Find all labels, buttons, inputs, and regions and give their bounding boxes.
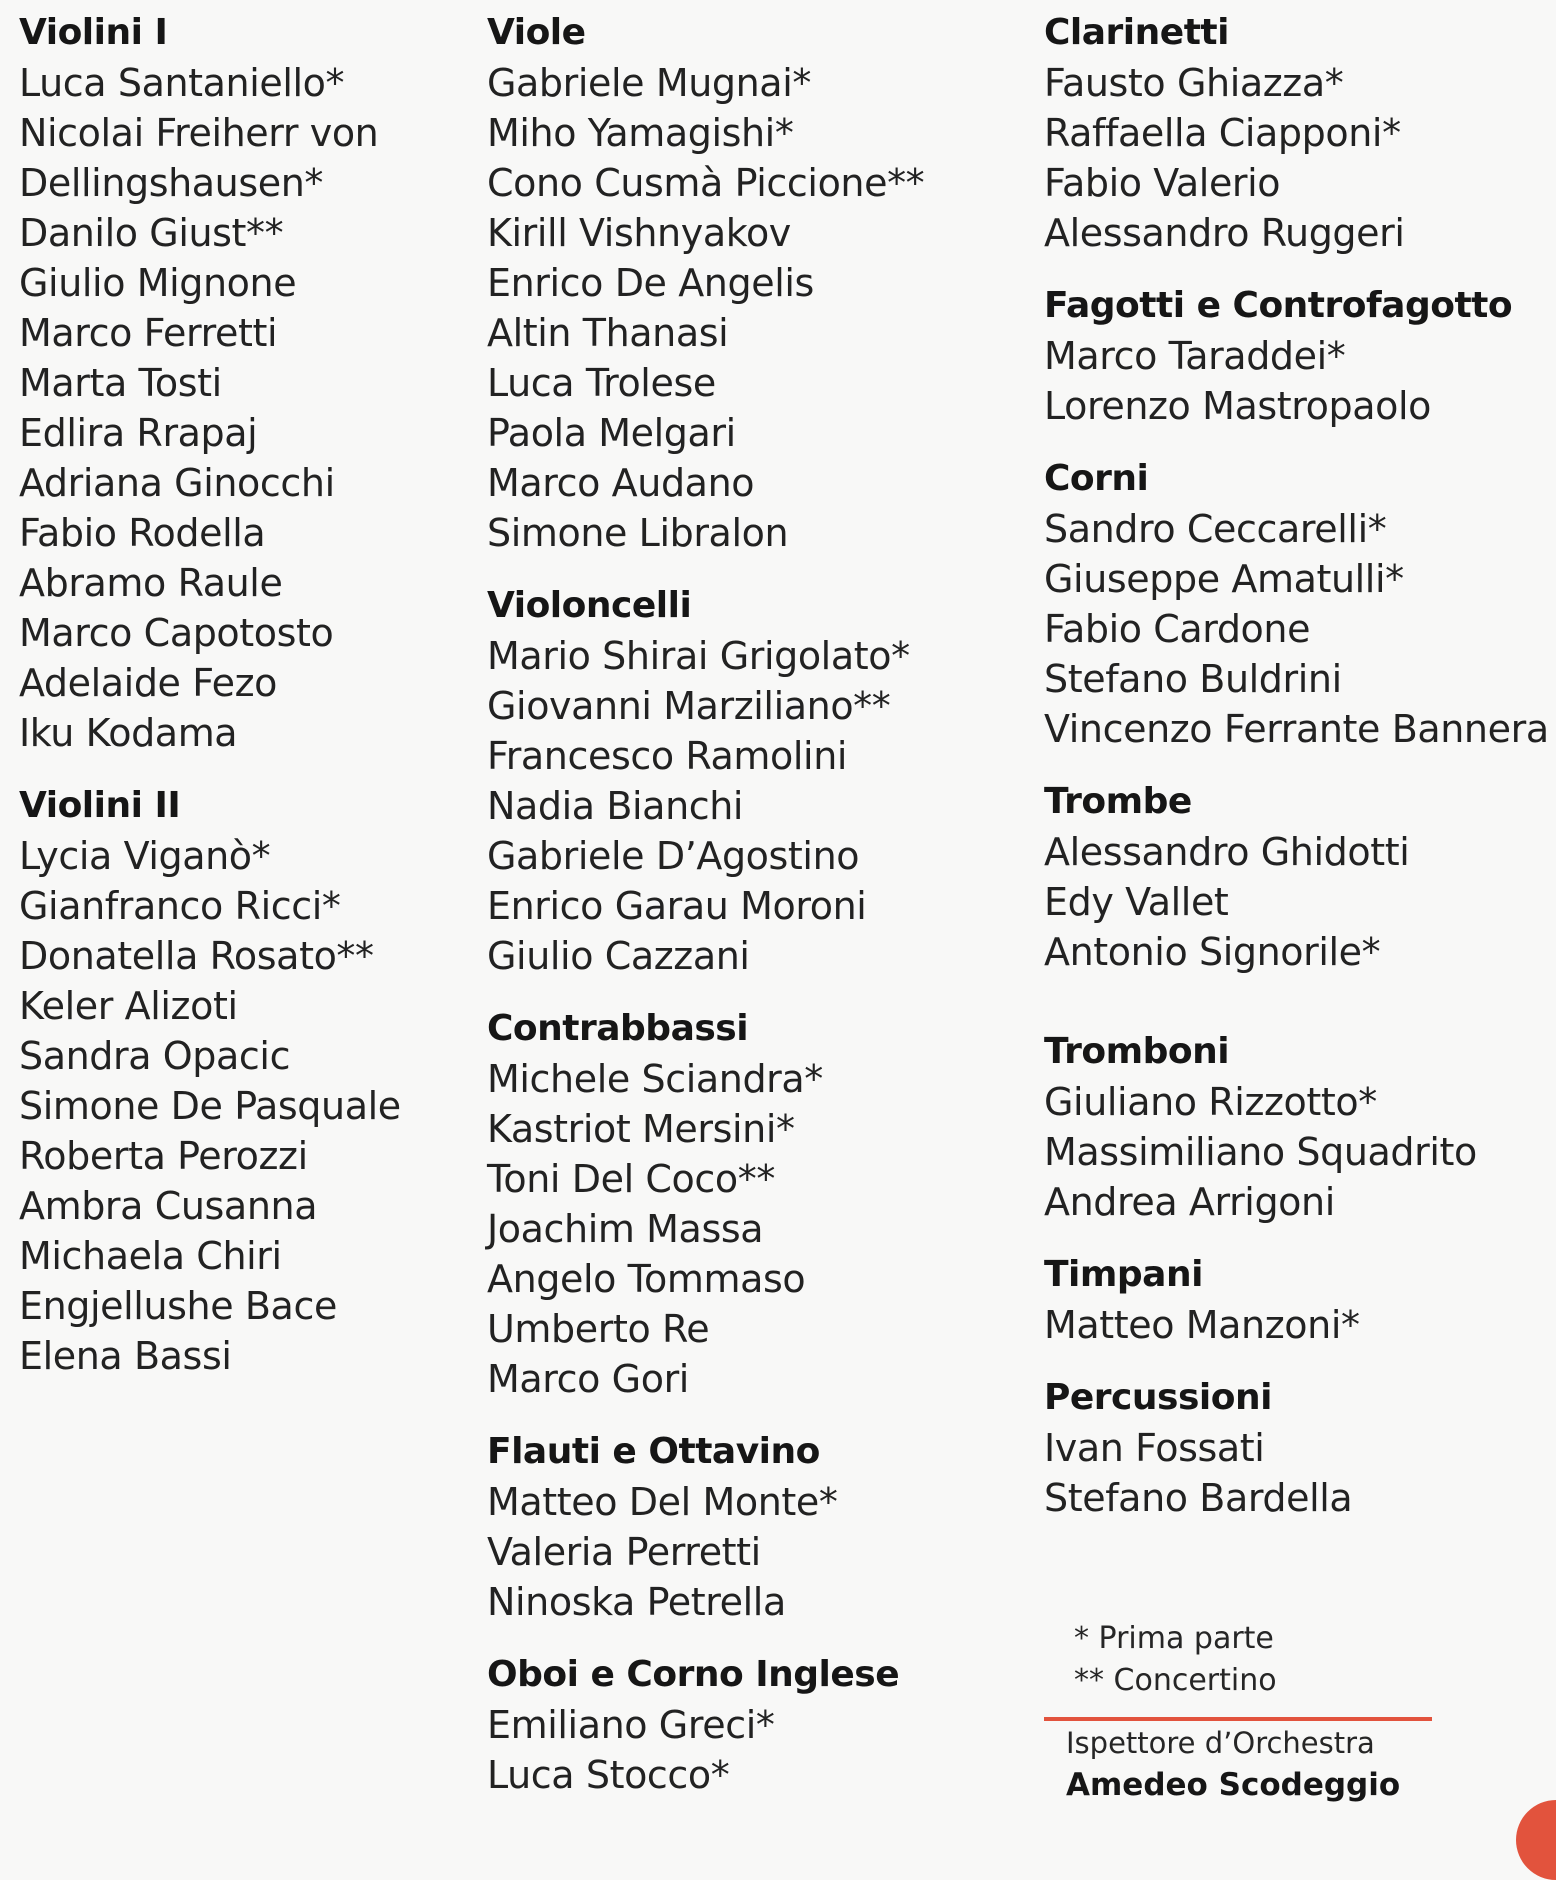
legend-prima-parte: * Prima parte: [1074, 1621, 1274, 1656]
member-name: Nicolai Freiherr von: [19, 111, 379, 155]
section-heading: Violini II: [19, 785, 181, 826]
legend: [1074, 1618, 1277, 1702]
member-name: Marco Audano: [487, 461, 755, 505]
section-heading: Flauti e Ottavino: [487, 1431, 820, 1472]
member-name: Gabriele Mugnai*: [487, 61, 811, 105]
member-name: Ambra Cusanna: [19, 1184, 318, 1228]
member-name: Giulio Cazzani: [487, 934, 750, 978]
column-1: [19, 8, 459, 1404]
section-timpani: [1044, 1250, 1544, 1350]
member-name: Fabio Cardone: [1044, 607, 1311, 651]
member-name: Abramo Raule: [19, 561, 283, 605]
section-heading: Corni: [1044, 458, 1149, 499]
section-heading: Violoncelli: [487, 585, 692, 626]
member-name: Keler Alizoti: [19, 984, 238, 1028]
member-name: Michaela Chiri: [19, 1234, 282, 1278]
member-name: Francesco Ramolini: [487, 734, 848, 778]
section-tromboni: [1044, 1027, 1544, 1227]
section-fagotti-e-controfagotto: [1044, 281, 1544, 431]
member-name: Mario Shirai Grigolato*: [487, 634, 910, 678]
member-name: Marco Ferretti: [19, 311, 278, 355]
section-violini-i: [19, 8, 459, 758]
member-name: Iku Kodama: [19, 711, 238, 755]
section-oboi-e-corno-inglese: [487, 1650, 1007, 1800]
member-name: Marco Taraddei*: [1044, 334, 1346, 378]
member-name: Dellingshausen*: [19, 161, 324, 205]
section-heading: Trombe: [1044, 781, 1192, 822]
member-name: Edy Vallet: [1044, 880, 1229, 924]
section-heading: Clarinetti: [1044, 12, 1229, 53]
member-name: Stefano Buldrini: [1044, 657, 1342, 701]
column-2: [487, 8, 1007, 1823]
member-name: Ivan Fossati: [1044, 1426, 1265, 1470]
member-name: Toni Del Coco**: [487, 1157, 775, 1201]
member-name: Giulio Mignone: [19, 261, 297, 305]
member-name: Fabio Valerio: [1044, 161, 1281, 205]
section-heading: Percussioni: [1044, 1377, 1272, 1418]
divider-rule: [1044, 1717, 1432, 1721]
column-3: [1044, 8, 1549, 1546]
section-flauti-e-ottavino: [487, 1427, 1007, 1627]
member-name: Luca Stocco*: [487, 1753, 730, 1797]
member-name: Emiliano Greci*: [487, 1703, 775, 1747]
member-name: Edlira Rrapaj: [19, 411, 258, 455]
member-name: Enrico Garau Moroni: [487, 884, 867, 928]
member-name: Giuliano Rizzotto*: [1044, 1080, 1377, 1124]
section-violoncelli: [487, 581, 1007, 981]
member-name: Michele Sciandra*: [487, 1057, 823, 1101]
legend-concertino: ** Concertino: [1074, 1663, 1277, 1698]
section-heading: Violini I: [19, 12, 168, 53]
member-name: Raffaella Ciapponi*: [1044, 111, 1401, 155]
inspector-name: Amedeo Scodeggio: [1066, 1767, 1401, 1803]
inspector-role: Ispettore d’Orchestra: [1066, 1726, 1375, 1760]
member-name: Kastriot Mersini*: [487, 1107, 795, 1151]
member-name: Matteo Manzoni*: [1044, 1303, 1360, 1347]
member-name: Valeria Perretti: [487, 1530, 761, 1574]
member-name: Giovanni Marziliano**: [487, 684, 891, 728]
member-name: Engjellushe Bace: [19, 1284, 337, 1328]
member-name: Adriana Ginocchi: [19, 461, 335, 505]
section-heading: Tromboni: [1044, 1031, 1230, 1072]
member-name: Gianfranco Ricci*: [19, 884, 341, 928]
member-name: Adelaide Fezo: [19, 661, 277, 705]
member-name: Fabio Rodella: [19, 511, 266, 555]
member-name: Umberto Re: [487, 1307, 710, 1351]
member-name: Donatella Rosato**: [19, 934, 374, 978]
member-name: Nadia Bianchi: [487, 784, 744, 828]
member-name: Antonio Signorile*: [1044, 930, 1381, 974]
member-name: Gabriele D’Agostino: [487, 834, 860, 878]
inspector: [1066, 1722, 1400, 1806]
section-percussioni: [1044, 1373, 1544, 1523]
member-name: Cono Cusmà Piccione**: [487, 161, 925, 205]
member-name: Altin Thanasi: [487, 311, 729, 355]
member-name: Angelo Tommaso: [487, 1257, 806, 1301]
section-heading: Fagotti e Controfagotto: [1044, 285, 1513, 326]
member-name: Paola Melgari: [487, 411, 736, 455]
member-name: Alessandro Ruggeri: [1044, 211, 1405, 255]
section-clarinetti: [1044, 8, 1544, 258]
section-corni: [1044, 454, 1549, 754]
section-trombe: [1044, 777, 1544, 977]
member-name: Sandro Ceccarelli*: [1044, 507, 1387, 551]
member-name: Fausto Ghiazza*: [1044, 61, 1344, 105]
member-name: Luca Santaniello*: [19, 61, 345, 105]
section-contrabbassi: [487, 1004, 1007, 1404]
member-name: Elena Bassi: [19, 1334, 232, 1378]
section-heading: Contrabbassi: [487, 1008, 749, 1049]
member-name: Danilo Giust**: [19, 211, 284, 255]
member-name: Andrea Arrigoni: [1044, 1180, 1335, 1224]
section-viole: [487, 8, 1007, 558]
section-heading: Oboi e Corno Inglese: [487, 1654, 900, 1695]
member-name: Marco Gori: [487, 1357, 689, 1401]
corner-accent-shape: [1516, 1800, 1556, 1880]
member-name: Giuseppe Amatulli*: [1044, 557, 1404, 601]
member-name: Lorenzo Mastropaolo: [1044, 384, 1431, 428]
member-name: Joachim Massa: [487, 1207, 764, 1251]
member-name: Simone Libralon: [487, 511, 789, 555]
member-name: Stefano Bardella: [1044, 1476, 1353, 1520]
section-heading: Viole: [487, 12, 586, 53]
section-heading: Timpani: [1044, 1254, 1203, 1295]
member-name: Simone De Pasquale: [19, 1084, 401, 1128]
member-name: Ninoska Petrella: [487, 1580, 786, 1624]
member-name: Roberta Perozzi: [19, 1134, 308, 1178]
section-violini-ii: [19, 781, 459, 1381]
member-name: Marco Capotosto: [19, 611, 334, 655]
member-name: Sandra Opacic: [19, 1034, 291, 1078]
member-name: Luca Trolese: [487, 361, 716, 405]
member-name: Enrico De Angelis: [487, 261, 814, 305]
member-name: Massimiliano Squadrito: [1044, 1130, 1477, 1174]
member-name: Matteo Del Monte*: [487, 1480, 838, 1524]
member-name: Marta Tosti: [19, 361, 222, 405]
member-name: Alessandro Ghidotti: [1044, 830, 1410, 874]
member-name: Vincenzo Ferrante Bannera: [1044, 707, 1549, 751]
member-name: Lycia Viganò*: [19, 834, 271, 878]
member-name: Miho Yamagishi*: [487, 111, 794, 155]
member-name: Kirill Vishnyakov: [487, 211, 791, 255]
